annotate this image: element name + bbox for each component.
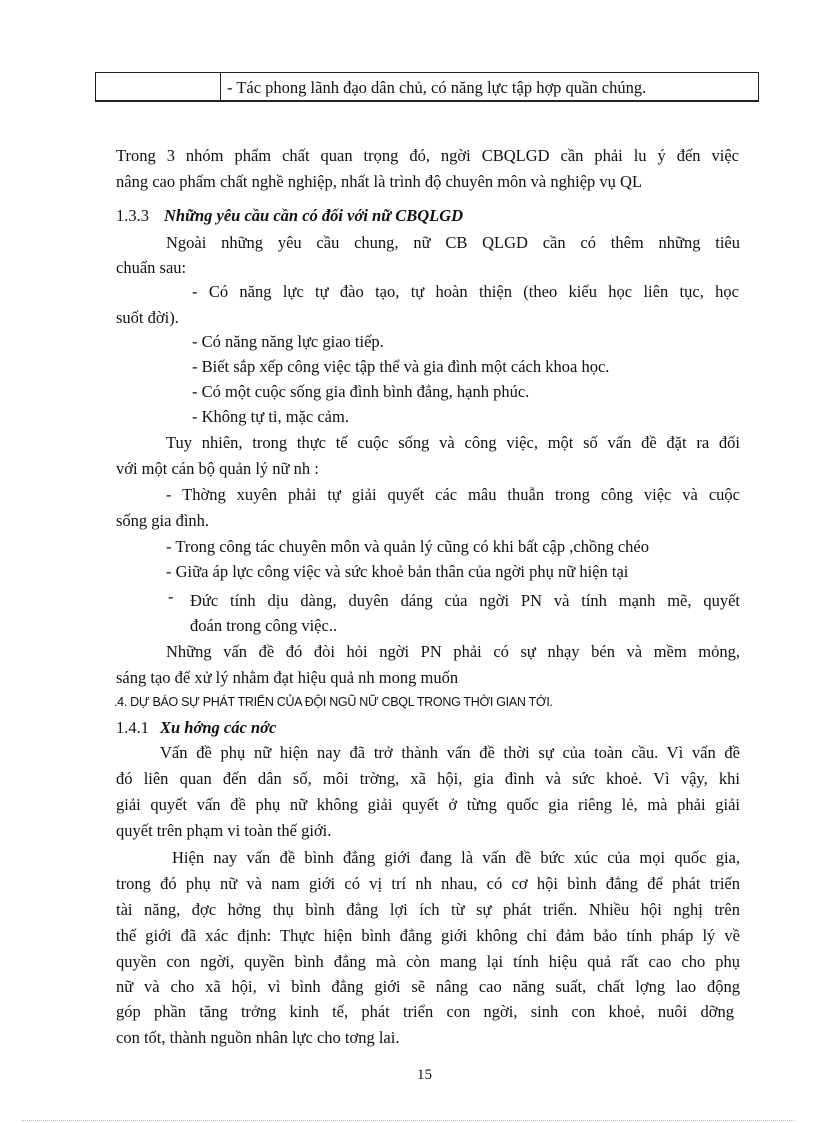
table-column-divider: [220, 73, 221, 100]
list-item: - Thờng xuyên phải tự giải quyết các mâu thuẫn trong công việc và cuộc: [166, 485, 740, 504]
paragraph-line: Hiện nay vấn đề bình đẳng giới đang là vấn đề bức xúc của mọi quốc gia,: [172, 848, 740, 867]
paragraph-line: Ngoài những yêu cầu chung, nữ CB QLGD cần có thêm những tiêu: [166, 233, 740, 252]
paragraph-line: giải quyết vấn đề phụ nữ không giải quyết ở từng quốc gia riêng lẻ, mà phải giải: [116, 795, 740, 814]
paragraph-line: Trong 3 nhóm phẩm chất quan trọng đó, ngời CBQLGD cần phải lu ý đến việc: [116, 146, 739, 165]
bullet-line: - Có một cuộc sống gia đình bình đẳng, hạnh phúc.: [192, 382, 530, 401]
paragraph-line: tài năng, đợc hởng thụ bình đẳng lợi ích từ sự phát triển. Nhiều hội nghị trên: [116, 900, 740, 919]
paragraph-line: thế giới đã xác định: Thực hiện bình đẳng giới không chỉ đảm bảo tính pháp lý về: [116, 926, 740, 945]
bullet-line: suốt đời).: [116, 308, 179, 327]
section-heading: Xu hớng các nớc: [160, 718, 277, 737]
bullet-line: - Có năng lực tự đào tạo, tự hoàn thiện (theo kiểu học liên tục, học: [192, 282, 739, 301]
bullet-line: - Biết sắp xếp công việc tập thể và gia đình một cách khoa học.: [192, 357, 610, 376]
list-bullet: -: [168, 587, 174, 606]
paragraph-line: Tuy nhiên, trong thực tế cuộc sống và công việc, một số vấn đề đặt ra đối: [166, 433, 740, 452]
page-edge-divider: [22, 1120, 794, 1121]
section-number: 1.4.1: [116, 718, 149, 737]
section-heading: Những yêu cầu cần có đối với nữ CBQLGD: [164, 206, 464, 225]
paragraph-line: quyết trên phạm vi toàn thế giới.: [116, 821, 332, 840]
list-item: - Giữa áp lực công việc và sức khoẻ bản thân của ngời phụ nữ hiện tại: [166, 562, 629, 581]
paragraph-line: góp phần tăng trởng kinh tế, phát triển con ngời, sinh con khoẻ, nuôi dỡng: [116, 1002, 734, 1021]
section-number: 1.3.3: [116, 206, 149, 225]
list-item: Đức tính dịu dàng, duyên dáng của ngời PN và tính mạnh mẽ, quyết: [190, 591, 740, 610]
paragraph-line: nữ và cho xã hội, vì bình đẳng giới sẽ nâng cao năng suất, chất lợng lao động: [116, 977, 740, 996]
table: [95, 72, 759, 102]
paragraph-line: chuẩn sau:: [116, 258, 187, 277]
paragraph-line: nâng cao phẩm chất nghề nghiệp, nhất là trình độ chuyên môn và nghiệp vụ QL: [116, 172, 643, 191]
paragraph-line: trong đó phụ nữ và nam giới có vị trí nh nhau, có cơ hội bình đẳng để phát triển: [116, 874, 740, 893]
page-number: 15: [417, 1067, 432, 1083]
paragraph-line: với một cán bộ quản lý nữ nh :: [116, 459, 319, 478]
paragraph-line: sáng tạo để xử lý nhằm đạt hiệu quả nh mong muốn: [116, 668, 459, 687]
section-heading: .4. DỰ BÁO SỰ PHÁT TRIỂN CỦA ĐỘI NGŨ NỮ CBQL TRONG THỜI GIAN TỚI.: [114, 695, 553, 709]
paragraph-line: quyền con ngời, quyền bình đẳng mà còn mang lại tính hiệu quả rất cao cho phụ: [116, 952, 740, 971]
paragraph-line: Những vấn đề đó đòi hỏi ngời PN phải có sự nhạy bén và mềm mỏng,: [166, 642, 740, 661]
list-item: - Trong công tác chuyên môn và quản lý cũng có khi bất cập ,chồng chéo: [166, 537, 649, 556]
paragraph-line: con tốt, thành nguồn nhân lực cho tơng lai.: [116, 1028, 400, 1047]
bullet-line: - Có năng năng lực giao tiếp.: [192, 332, 384, 351]
list-item: đoán trong công việc..: [190, 616, 338, 635]
paragraph-line: Vấn đề phụ nữ hiện nay đã trở thành vấn đề thời sự của toàn cầu. Vì vấn đề: [160, 743, 740, 762]
paragraph-line: đó liên quan đến dân số, môi trờng, xã hội, gia đình và sức khoẻ. Vì vậy, khi: [116, 769, 740, 788]
table-cell-text: - Tác phong lãnh đạo dân chủ, có năng lực tập hợp quần chúng.: [227, 78, 647, 97]
bullet-line: - Không tự ti, mặc cảm.: [192, 407, 349, 426]
list-item: sống gia đình.: [116, 511, 210, 530]
